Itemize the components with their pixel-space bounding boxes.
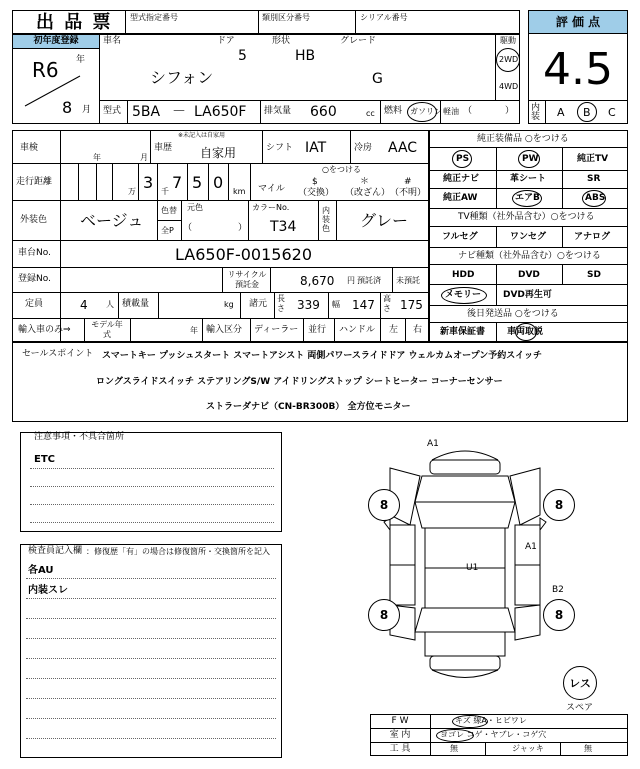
mileage-km: km xyxy=(233,187,246,196)
tire-rear-right-value: 8 xyxy=(554,608,564,622)
handle-right: 右 xyxy=(413,325,423,335)
paren-close: ） xyxy=(505,106,515,116)
model-value: LA650F xyxy=(194,104,247,120)
type-designation-label: 型式指定番号 xyxy=(130,13,178,22)
notes-item-etc: ETC xyxy=(34,454,55,465)
model-year-unit: 年 xyxy=(190,326,198,335)
first-reg-label: 初年度登録 xyxy=(33,36,79,46)
interior-grade-b: B xyxy=(583,106,591,119)
spare-value: レス xyxy=(569,677,591,690)
length-label: 長さ xyxy=(277,294,285,313)
legend-fw-text: キズ 線A・ヒビワレ xyxy=(455,716,527,725)
tire-front-right-value: 8 xyxy=(554,498,564,512)
grade-value: G xyxy=(372,71,383,87)
mileage-digit-2: 7 xyxy=(172,173,183,192)
unknown-symbol: # xyxy=(404,177,412,187)
sales-point-line-3: ストラーダナビ（CN-BR300B） 全方位モニター xyxy=(206,402,411,412)
recycle-unit: 円 xyxy=(347,276,355,285)
exchange-label: （交換） xyxy=(298,188,335,198)
equip-leather: 革シート xyxy=(510,174,547,184)
navi-dvd-play: DVD再生可 xyxy=(503,290,552,300)
equip-ps: PS xyxy=(456,154,470,164)
mark-u1-roof: U1 xyxy=(466,563,479,573)
mileage-unit-sen: 千 xyxy=(161,187,169,196)
mile-circle-note: ○をつける xyxy=(322,165,361,174)
recycle-value: 8,670 xyxy=(300,274,335,288)
navi-dvd: DVD xyxy=(518,270,540,280)
width-label: 幅 xyxy=(332,300,340,309)
date-slash xyxy=(20,70,90,110)
length-value: 339 xyxy=(297,298,320,312)
handle-left: 左 xyxy=(389,325,399,335)
reg-month-unit: 月 xyxy=(82,105,92,115)
door-label: ドア xyxy=(217,36,235,46)
equip-abs: ABS xyxy=(585,193,606,203)
mileage-label: 走行距離 xyxy=(16,177,53,187)
serial-label: シリアル番号 xyxy=(360,13,408,22)
mark-a1-front: A1 xyxy=(427,439,439,449)
legend-interior-circle xyxy=(436,729,474,742)
tv-oneseg: ワンセグ xyxy=(510,232,547,242)
cc-unit: cc xyxy=(366,109,375,118)
mileage-digit-3: 5 xyxy=(192,173,203,192)
inspector-item-scuff: 内装スレ xyxy=(28,585,68,596)
shape-value: HB xyxy=(295,48,316,64)
reg-month: 8 xyxy=(62,98,73,117)
equip-pw: PW xyxy=(522,154,539,164)
ac-value: AAC xyxy=(388,140,418,156)
inspector-item-au: 各AU xyxy=(28,565,54,576)
car-body-diagram xyxy=(370,440,560,685)
grade-b-circle xyxy=(577,102,597,122)
model-prefix: 5BA xyxy=(132,104,161,120)
docs-warranty: 新車保証書 xyxy=(440,327,486,337)
legend-jack-label: ジャッキ xyxy=(512,744,544,753)
chassis-value: LA650F-0015620 xyxy=(175,245,312,264)
inspector-label: 検査員記入欄 xyxy=(28,546,83,556)
light-oil-label: 軽油 xyxy=(443,107,459,116)
legend-interior-text: ヨゴレ コゲ・ヤブレ・コゲ穴 xyxy=(440,730,547,739)
equip-airbag-circle xyxy=(512,190,542,207)
mileage-digit-1: 3 xyxy=(143,173,154,192)
shape-label: 形状 xyxy=(272,36,291,46)
tv-fullseg: フルセグ xyxy=(442,232,478,242)
docs-title: 後日発送品 ○をつける xyxy=(467,309,559,319)
history-note: ※未記入は自家用 xyxy=(178,132,226,139)
ext-color-label: 外装色 xyxy=(20,215,48,225)
navi-memory-circle xyxy=(441,287,487,304)
equip-aw: 純正AW xyxy=(443,193,478,203)
altered-label: （改ざん） xyxy=(345,188,391,198)
legend-interior-label: 室 内 xyxy=(389,730,411,740)
mile-label: マイル xyxy=(258,184,285,194)
load-kg: kg xyxy=(224,300,234,309)
int-color-value: グレー xyxy=(360,211,409,230)
load-label: 積載量 xyxy=(122,299,150,309)
mark-b2-rear: B2 xyxy=(552,585,564,595)
page-title: 出 品 票 xyxy=(36,12,113,33)
drive-label: 駆動 xyxy=(500,36,516,45)
altered-symbol: ＊ xyxy=(360,177,370,187)
equip-navi: 純正ナビ xyxy=(443,174,480,184)
legend-jack-value: 無 xyxy=(584,744,592,753)
dims-label: 諸元 xyxy=(249,299,268,309)
equip-ps-circle xyxy=(452,150,472,168)
int-color-label: 内装色 xyxy=(322,206,330,233)
all-p-label: 全P xyxy=(161,226,174,235)
history-label: 車歴 xyxy=(154,143,173,153)
legend-fw-circle xyxy=(452,715,488,728)
capacity-label: 定員 xyxy=(25,299,44,309)
legend-tool-label: 工 具 xyxy=(389,744,411,754)
recycle-unpaid: 未預託 xyxy=(396,276,420,285)
height-value: 175 xyxy=(400,298,423,312)
legend-tool-value: 無 xyxy=(450,744,458,753)
tv-title: TV種類（社外品含む）○をつける xyxy=(458,212,595,222)
drive-2wd: 2WD xyxy=(499,55,519,64)
original-color-label: 元色 xyxy=(187,203,203,212)
inspection-month-label: 月 xyxy=(140,153,148,162)
ac-label: 冷房 xyxy=(354,143,373,153)
door-value: 5 xyxy=(238,48,247,64)
legend-fw-label: F W xyxy=(391,716,409,726)
recycle-label: リサイクル預託金 xyxy=(227,270,267,289)
equip-tv: 純正TV xyxy=(577,154,609,164)
sales-point-line-2: ロングスライドスイッチ ステアリングS/W アイドリングストップ シートヒーター コーナーセンサー xyxy=(96,377,503,387)
shift-label: シフト xyxy=(266,143,294,153)
inspector-box xyxy=(20,544,282,758)
handle-label: ハンドル xyxy=(339,325,376,335)
ext-color-value: ベージュ xyxy=(80,211,144,230)
tire-rear-left-value: 8 xyxy=(379,608,389,622)
drive-2wd-circle xyxy=(496,48,520,72)
color-no-label: カラーNo. xyxy=(252,203,290,212)
navi-memory: メモリー xyxy=(445,290,482,300)
model-year-label: モデル年式 xyxy=(91,320,123,339)
docs-manual: 車両取説 xyxy=(507,327,544,337)
interior-grade-c: C xyxy=(608,106,616,119)
unknown-label: （不明） xyxy=(390,188,427,198)
drive-4wd: 4WD xyxy=(499,82,519,91)
navi-title: ナビ種類（社外品含む）○をつける xyxy=(458,251,601,261)
chassis-label: 車台No. xyxy=(18,248,51,258)
mileage-digit-4: 0 xyxy=(213,173,224,192)
fuel-circle xyxy=(407,102,437,122)
category-label: 類別区分番号 xyxy=(262,13,310,22)
tire-front-left-value: 8 xyxy=(379,498,389,512)
equip-sr: SR xyxy=(587,174,601,184)
fuel-value: ガソリン xyxy=(410,107,442,116)
model-label: 型式 xyxy=(103,106,122,116)
equip-abs-circle xyxy=(582,190,606,207)
reg-no-label: 登録No. xyxy=(18,274,51,284)
car-name: シフォン xyxy=(150,68,214,87)
dealer-option: ディーラー xyxy=(254,325,299,335)
width-value: 147 xyxy=(352,298,375,312)
interior-label: 内装 xyxy=(531,103,541,122)
import-label: 輸入車のみ⇒ xyxy=(18,325,71,335)
score-label: 評 価 点 xyxy=(555,15,601,29)
capacity-unit: 人 xyxy=(106,300,114,309)
mileage-unit-man: 万 xyxy=(128,187,136,196)
docs-manual-circle xyxy=(515,323,537,341)
shift-value: IAT xyxy=(305,140,327,156)
reg-year-unit: 年 xyxy=(76,55,86,65)
car-name-label: 車名 xyxy=(103,36,122,46)
score-value: 4.5 xyxy=(543,44,613,95)
grade-label: グレード xyxy=(340,36,377,46)
inspector-note: ：修復歴「有」の場合は修復箇所・交換箇所を記入 xyxy=(86,547,270,556)
equip-pw-circle xyxy=(518,150,540,168)
inspection-label: 車検 xyxy=(20,143,39,153)
inspection-year-label: 年 xyxy=(93,153,101,162)
displacement-label: 排気量 xyxy=(264,106,292,116)
import-type-label: 輸入区分 xyxy=(206,325,243,335)
model-dash: － xyxy=(172,104,186,120)
navi-sd: SD xyxy=(587,270,601,280)
notes-label: 注意事項・不具合箇所 xyxy=(34,432,125,442)
notes-box xyxy=(20,432,282,532)
color-change-label: 色替 xyxy=(161,206,177,215)
interior-grade-a: A xyxy=(557,106,565,119)
sales-point-line-1: スマートキー プッシュスタート スマートアシスト 両側パワースライドドア ウェルカムオープン予約スイッチ xyxy=(102,351,542,361)
history-value: 自家用 xyxy=(200,146,237,160)
reg-era: R6 xyxy=(32,58,59,82)
orig-paren-close: ） xyxy=(238,223,248,233)
sales-points-label: セールスポイント xyxy=(22,349,94,359)
orig-paren-open: （ xyxy=(183,223,193,233)
height-label: 高さ xyxy=(383,294,391,313)
spare-label: スペア xyxy=(566,703,594,713)
fuel-label: 燃料 xyxy=(384,106,403,116)
paren-open: （ xyxy=(463,106,473,116)
displacement-value: 660 xyxy=(310,104,337,120)
color-no-value: T34 xyxy=(270,219,297,235)
equipment-title: 純正装備品 ○をつける xyxy=(477,134,569,144)
capacity-value: 4 xyxy=(80,298,88,312)
exchange-symbol: $ xyxy=(312,177,318,187)
tv-analog: アナログ xyxy=(574,232,611,242)
mark-a1-side: A1 xyxy=(525,542,537,552)
recycle-status: 預託済 xyxy=(357,276,381,285)
parallel-option: 並行 xyxy=(308,325,327,335)
navi-hdd: HDD xyxy=(452,270,475,280)
equip-airbag: エアB xyxy=(515,193,540,203)
